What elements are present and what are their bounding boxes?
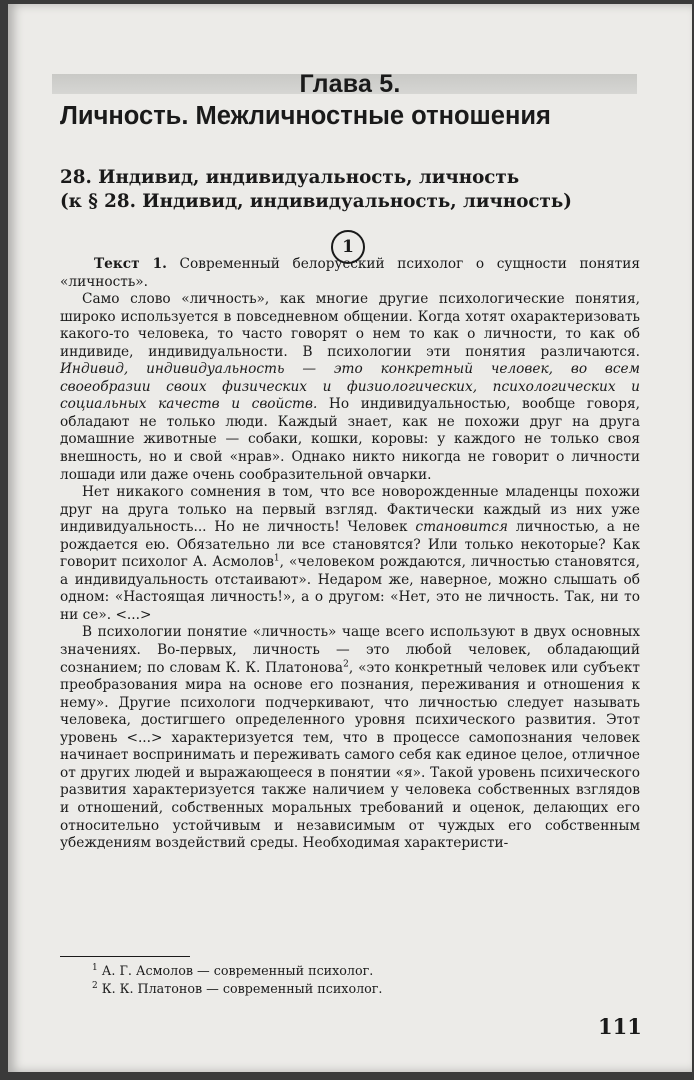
italic-definition: Индивид, индивидуальность — это конкретный человек, во всем своеобразии своих физических и физиологических, психологических и социальных качеств и свойств.: [60, 361, 640, 413]
text-span: Но индивидуальностью, вообще говоря, обладают не только люди. Каждый знает, как не похожи друг на друга домашние животные — собаки, кошки, коровы: у каждого не только своя внешность, но и свой «нрав». Однако никто никогда не говорит о личности лошади или даже очень сообразительной овчарки.: [60, 396, 640, 483]
footnote: [92, 962, 612, 980]
paragraph: [60, 291, 640, 484]
text-span: личностью, а не рождается ею. Обязательно ли все становятся? Или только некоторые? Как говорит психолог А. Асмолов: [60, 519, 640, 571]
footnote: [92, 980, 612, 998]
footnotes: [92, 962, 612, 998]
chapter-title: Личность. Межличностные отношения: [60, 102, 551, 130]
body-text: [60, 256, 640, 853]
footnote-divider: [60, 956, 190, 957]
text-span: , «это конкретный человек или субъект преобразования мира на основе его познания, переживания и отношения к нему». Другие психологи подчеркивают, что личностью следует называть человека, достигшего определенного уровня психического развития. Этот уровень <...> характеризуется тем, что в процессе самопознания человек начинает воспринимать и переживать самого себя как единое целое, отличное от других людей и выражающееся в понятии «я». Такой уровень психического развития характеризуется также наличием у человека собственных взглядов и отношений, собственных моральных требований и оценок, делающих его относительно устойчивым и независимым от чуждых его собственным убеждениям воздействий среды. Необходимая характеристи-: [60, 659, 640, 852]
footnote-mark: 1: [92, 962, 98, 973]
paragraph: [60, 256, 640, 291]
footnote-text: К. К. Платонов — современный психолог.: [97, 981, 383, 996]
chapter-number: Глава 5.: [299, 70, 401, 98]
footnote-mark: 2: [92, 980, 98, 991]
text-span: В психологии понятие «личность» чаще всего используют в двух основных значениях. Во-первых, личность — это любой человек, обладающий сознанием; по словам К. К. Платонова: [60, 624, 640, 676]
text-lead: Текст 1.: [94, 256, 167, 272]
text-span: Современный белорусский психолог о сущности понятия «личность».: [60, 256, 640, 290]
footnote-ref: 1: [273, 553, 280, 564]
text-span: , «человеком рождаются, личностью становятся, а индивидуальность отстаивают». Недаром же, наверное, можно слышать об одном: «Настоящая личность!», а о другом: «Нет, это не личность. Так, ни то ни се». <...>: [60, 554, 640, 623]
footnote-ref: 2: [343, 659, 349, 670]
section-subtitle: (к § 28. Индивид, индивидуальность, личность): [60, 191, 572, 212]
task-number-marker: 1: [331, 230, 365, 264]
text-span: Нет никакого сомнения в том, что все новорожденные младенцы похожи друг на друга только на первый взгляд. Фактически каждый из них уже индивидуальность... Но не личность! Человек: [60, 484, 640, 536]
footnote-text: А. Г. Асмолов — современный психолог.: [97, 963, 374, 978]
section-title: 28. Индивид, индивидуальность, личность: [60, 167, 520, 188]
text-span: Само слово «личность», как многие другие психологические понятия, широко используется в повседневном общении. Когда хотят охарактеризовать какого-то человека, то часто говорят о нем то как о личности, то как об индивиде, индивидуальности. В психологии эти понятия различаются.: [60, 291, 640, 360]
page-number: 111: [598, 1014, 642, 1039]
paragraph: [60, 624, 640, 852]
italic-word: становится: [415, 519, 508, 536]
book-page: [8, 4, 692, 1072]
paragraph: [60, 484, 640, 624]
